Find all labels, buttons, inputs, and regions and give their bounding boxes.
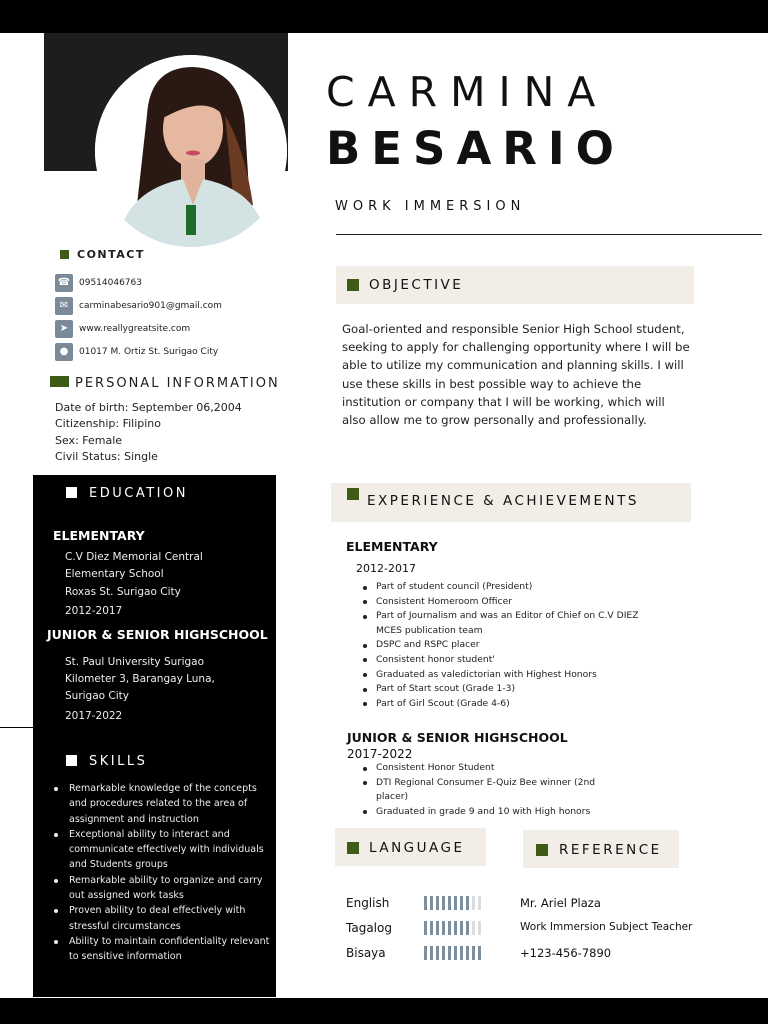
contact-address xyxy=(55,343,218,361)
contact-website xyxy=(55,320,190,338)
level-tick xyxy=(478,946,481,960)
level-tick xyxy=(448,921,451,935)
mail-icon: ✉ xyxy=(55,297,73,315)
location-pin-icon: ● xyxy=(55,343,73,361)
level-tick xyxy=(466,946,469,960)
civil-status: Civil Status: Single xyxy=(55,450,158,463)
achievement-item: Part of Girl Scout (Grade 4-6) xyxy=(356,697,656,712)
email-text[interactable]: carminabesario901@gmail.com xyxy=(79,301,222,311)
bullet-square-icon xyxy=(60,250,69,259)
edu-highschool-years: 2017-2022 xyxy=(65,710,123,722)
exp-elementary-heading: ELEMENTARY xyxy=(346,539,438,554)
edu-elementary-years: 2012-2017 xyxy=(65,605,123,617)
objective-heading-label: OBJECTIVE xyxy=(369,277,464,293)
level-tick xyxy=(460,896,463,910)
language-heading-label: LANGUAGE xyxy=(369,840,465,856)
edu-highschool-line: Surigao City xyxy=(65,690,129,702)
level-tick xyxy=(454,921,457,935)
contact-phone xyxy=(55,274,142,292)
achievement-item: Consistent Homeroom Officer xyxy=(356,595,656,610)
edu-highschool-line: St. Paul University Surigao xyxy=(65,656,205,668)
experience-heading xyxy=(347,488,639,509)
objective-heading xyxy=(347,277,463,293)
bullet-square-icon xyxy=(536,844,548,856)
objective-band xyxy=(336,266,694,304)
exp-highschool-years: 2017-2022 xyxy=(347,747,413,761)
exp-elementary-years: 2012-2017 xyxy=(356,562,416,575)
level-tick xyxy=(424,921,427,935)
bullet-square-icon xyxy=(66,487,77,498)
achievement-item: DSPC and RSPC placer xyxy=(356,638,656,653)
exp-highschool-list xyxy=(356,761,616,819)
skill-item: Ability to maintain confidentiality relevant to sensitive information xyxy=(50,934,276,965)
bottom-bar xyxy=(0,998,768,1024)
level-tick xyxy=(436,896,439,910)
level-tick xyxy=(448,896,451,910)
contact-email xyxy=(55,297,222,315)
level-tick xyxy=(442,896,445,910)
edu-elementary-line: C.V Diez Memorial Central xyxy=(65,551,203,563)
level-tick xyxy=(454,946,457,960)
level-tick xyxy=(466,896,469,910)
language-tagalog: Tagalog xyxy=(346,921,392,935)
reference-name: Mr. Ariel Plaza xyxy=(520,896,601,910)
divider-line xyxy=(0,727,34,728)
skill-item: Exceptional ability to interact and communicate effectively with individuals and Students groups xyxy=(50,827,276,873)
achievement-item: Consistent honor student' xyxy=(356,653,656,668)
skills-heading-label: SKILLS xyxy=(89,754,148,769)
language-bisaya: Bisaya xyxy=(346,946,386,960)
cursor-icon: ➤ xyxy=(55,320,73,338)
level-tick xyxy=(472,896,475,910)
website-link[interactable]: www.reallygreatsite.com xyxy=(79,324,191,334)
job-role: WORK IMMERSION xyxy=(335,199,526,214)
top-bar xyxy=(0,0,768,33)
level-tick xyxy=(472,921,475,935)
exp-elementary-list xyxy=(356,580,656,711)
reference-band xyxy=(523,830,679,868)
skill-item: Remarkable knowledge of the concepts and procedures related to the area of assignment and instruction xyxy=(50,781,276,827)
header-divider xyxy=(336,234,762,235)
level-tick xyxy=(478,921,481,935)
achievement-item: Consistent Honor Student xyxy=(356,761,616,776)
citizenship: Citizenship: Filipino xyxy=(55,417,161,430)
level-tick xyxy=(430,921,433,935)
objective-text: Goal-oriented and responsible Senior High School student, seeking to apply for challenging opportunity where I will be able to utilize my communication and planning skills. I will use these skills in best possible way to achieve the institution or company that I will be working, which will also allow me to grow personally and professionally. xyxy=(342,322,690,428)
experience-heading-label: EXPERIENCE & ACHIEVEMENTS xyxy=(367,493,639,509)
level-tick xyxy=(448,946,451,960)
reference-heading xyxy=(536,842,662,858)
contact-heading xyxy=(60,248,145,261)
address-text: 01017 M. Ortiz St. Surigao City xyxy=(79,347,219,357)
bullet-square-icon xyxy=(347,488,359,500)
level-tick xyxy=(460,946,463,960)
level-tick xyxy=(436,921,439,935)
level-tick xyxy=(442,921,445,935)
achievement-item: Graduated in grade 9 and 10 with High honors xyxy=(356,805,616,820)
reference-heading-label: REFERENCE xyxy=(559,842,662,858)
language-band xyxy=(335,828,486,866)
language-level-meter xyxy=(424,921,488,935)
level-tick xyxy=(436,946,439,960)
personal-info-heading xyxy=(50,376,280,391)
bullet-square-icon xyxy=(347,842,359,854)
level-tick xyxy=(460,921,463,935)
level-tick xyxy=(454,896,457,910)
edu-elementary-line: Roxas St. Surigao City xyxy=(65,586,181,598)
bullet-square-icon xyxy=(347,279,359,291)
education-heading-label: EDUCATION xyxy=(89,486,188,501)
profile-photo xyxy=(95,55,287,247)
level-tick xyxy=(466,921,469,935)
level-tick xyxy=(430,946,433,960)
achievement-item: Part of student council (President) xyxy=(356,580,656,595)
reference-phone: +123-456-7890 xyxy=(520,946,612,960)
achievement-item: Graduated as valedictorian with Highest Honors xyxy=(356,668,656,683)
reference-title: Work Immersion Subject Teacher xyxy=(520,921,693,933)
date-of-birth: Date of birth: September 06,2004 xyxy=(55,401,242,414)
achievement-item: Part of Journalism and was an Editor of Chief on C.V DIEZ MCES publication team xyxy=(356,609,656,638)
contact-heading-label: CONTACT xyxy=(77,248,145,261)
level-tick xyxy=(442,946,445,960)
level-tick xyxy=(472,946,475,960)
edu-elementary-line: Elementary School xyxy=(65,568,164,580)
edu-highschool-heading: JUNIOR & SENIOR HIGHSCHOOL xyxy=(47,627,268,642)
skills-heading xyxy=(66,754,147,769)
level-tick xyxy=(430,896,433,910)
phone-icon: ☎ xyxy=(55,274,73,292)
sex: Sex: Female xyxy=(55,434,123,447)
edu-highschool-line: Kilometer 3, Barangay Luna, xyxy=(65,673,215,685)
level-tick xyxy=(478,896,481,910)
edu-elementary-heading: ELEMENTARY xyxy=(53,528,145,543)
level-tick xyxy=(424,946,427,960)
experience-band xyxy=(331,483,691,522)
first-name: CARMINA xyxy=(326,68,609,116)
language-heading xyxy=(347,840,465,856)
language-level-meter xyxy=(424,896,488,910)
bullet-square-icon xyxy=(50,376,69,387)
skills-list xyxy=(50,781,276,965)
language-english: English xyxy=(346,896,390,910)
level-tick xyxy=(424,896,427,910)
skill-item: Proven ability to deal effectively with stressful circumstances xyxy=(50,903,276,934)
personal-info-label: PERSONAL INFORMATION xyxy=(75,376,280,391)
education-heading xyxy=(66,486,188,501)
language-level-meter xyxy=(424,946,488,960)
achievement-item: DTI Regional Consumer E-Quiz Bee winner (2nd placer) xyxy=(356,776,616,805)
last-name: BESARIO xyxy=(326,122,625,175)
achievement-item: Part of Start scout (Grade 1-3) xyxy=(356,682,656,697)
phone-text: 09514046763 xyxy=(79,278,142,288)
bullet-square-icon xyxy=(66,755,77,766)
exp-highschool-heading: JUNIOR & SENIOR HIGHSCHOOL xyxy=(347,730,568,745)
skill-item: Remarkable ability to organize and carry out assigned work tasks xyxy=(50,873,276,904)
